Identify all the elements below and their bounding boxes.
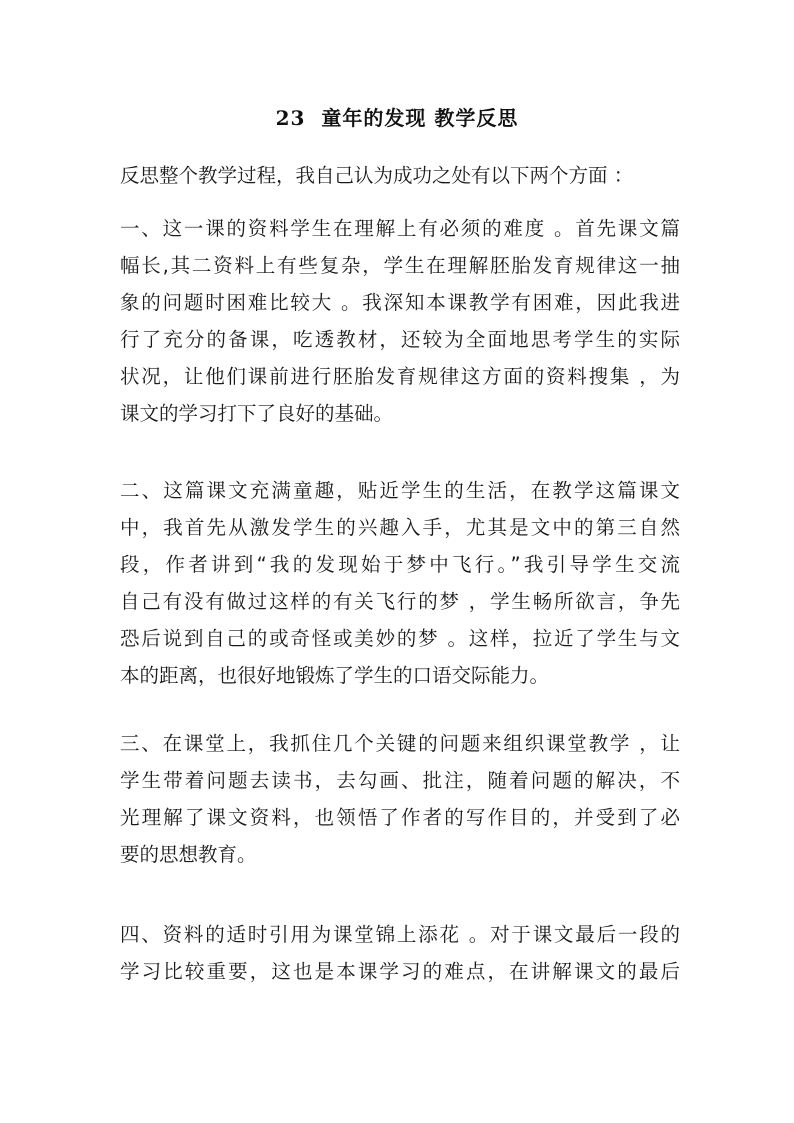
paragraph-point-1 xyxy=(120,210,680,432)
text-line: 行了充分的备课，吃透教材，还较为全面地思考学生的实际 xyxy=(120,328,680,351)
document-title: 23 童年的发现 教学反思 xyxy=(275,106,519,130)
text-line: 学习比较重要，这也是本课学习的难点，在讲解课文的最后 xyxy=(120,960,680,983)
text-line: 中，我首先从激发学生的兴趣入手，尤其是文中的第三自然 xyxy=(120,516,680,539)
text-line: 光理解了课文资料，也领悟了作者的写作目的，并受到了必 xyxy=(120,806,680,829)
text-line: 要的思想教育。 xyxy=(120,843,257,866)
paragraph-intro xyxy=(120,157,680,194)
paragraph-point-3 xyxy=(120,725,680,873)
text-line: 一、这一课的资料学生在理解上有必须的难度 。首先课文篇 xyxy=(120,217,680,240)
text-line: 幅长,其二资料上有些复杂，学生在理解胚胎发育规律这一抽 xyxy=(120,254,680,277)
text-line: 四、资料的适时引用为课堂锦上添花 。对于课文最后一段的 xyxy=(120,923,680,946)
paragraph-point-4 xyxy=(120,916,680,990)
text-line: 本的距离，也很好地锻炼了学生的口语交际能力。 xyxy=(120,664,550,687)
text-line: 二、这篇课文充满童趣，贴近学生的生活，在教学这篇课文 xyxy=(120,479,680,502)
text-line: 恐后说到自己的或奇怪或美妙的梦 。这样，拉近了学生与文 xyxy=(120,627,680,650)
text-line: 状况，让他们课前进行胚胎发育规律这方面的资料搜集 ，为 xyxy=(120,365,680,388)
text-line: 课文的学习打下了良好的基础。 xyxy=(120,402,394,425)
text-line: 象的问题时困难比较大 。我深知本课教学有困难，因此我进 xyxy=(120,291,680,314)
text-line: 自己有没有做过这样的有关飞行的梦 ，学生畅所欲言，争先 xyxy=(120,590,680,613)
paragraph-point-2 xyxy=(120,472,680,694)
text-line: 反思整个教学过程，我自己认为成功之处有以下两个方面 ： xyxy=(120,164,634,187)
text-line: 学生带着问题去读书，去勾画、批注，随着问题的解决，不 xyxy=(120,769,680,792)
text-line: 段，作者讲到“我的发现始于梦中飞行。”我引导学生交流 xyxy=(120,553,680,576)
text-line: 三、在课堂上，我抓住几个关键的问题来组织课堂教学 ，让 xyxy=(120,732,680,755)
